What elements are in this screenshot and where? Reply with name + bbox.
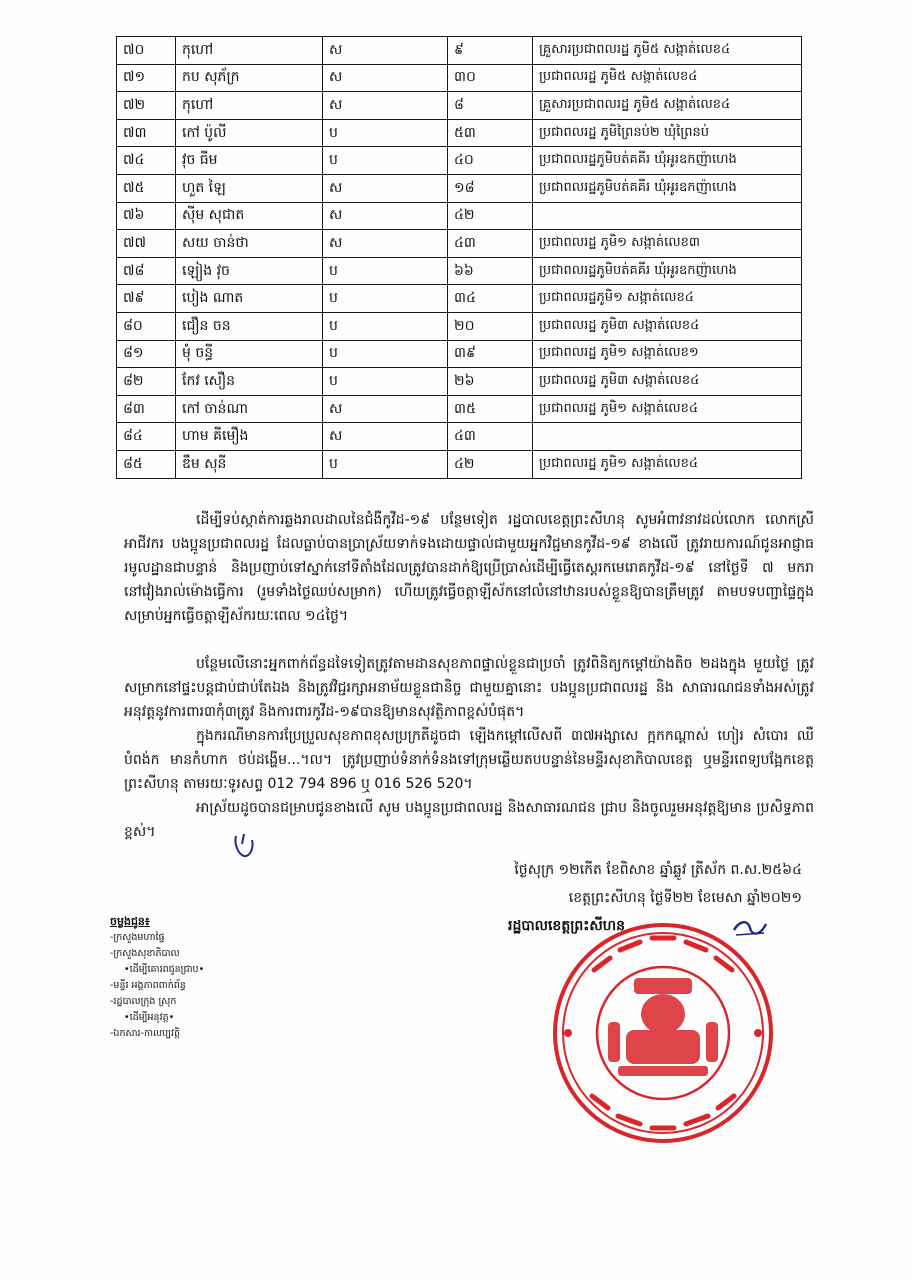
official-seal-icon bbox=[548, 918, 778, 1148]
person-age: ៤២ bbox=[448, 202, 533, 230]
person-age: ៣៤ bbox=[448, 285, 533, 313]
table-row bbox=[117, 92, 802, 120]
copy-list-item: •ដើម្បីគោរពជូនជ្រាប• bbox=[124, 964, 205, 975]
person-address: ប្រជាពលរដ្ឋ ភូមិ១ សង្កាត់លេខ១ bbox=[533, 340, 802, 368]
person-address: ប្រជាពលរដ្ឋ ភូមិ១ សង្កាត់លេខ៣ bbox=[533, 230, 802, 258]
person-name: ឡៀង វុច bbox=[176, 257, 323, 285]
person-age: ៤២ bbox=[448, 450, 533, 478]
paragraph-closing: អាស្រ័យដូចបានជម្រាបជូនខាងលើ សូម បងប្អូនប្រជាពលរដ្ឋ និងសាធារណជន ជ្រាប និងចូលរួមអនុវត្តឱ្យមាន ប្រសិទ្ធភាពខ្ពស់។ bbox=[124, 800, 814, 840]
person-age: ៤៣ bbox=[448, 423, 533, 451]
person-sex: ប bbox=[323, 119, 448, 147]
row-number: ៧៧ bbox=[117, 230, 176, 258]
person-name: ជឿន ចន bbox=[176, 312, 323, 340]
person-age: ៤៣ bbox=[448, 230, 533, 258]
person-address: ប្រជាពលរដ្ឋភូមិបត់គគីរ ឃុំអូរឧកញ៉ាហេង bbox=[533, 147, 802, 175]
person-age: ៥៣ bbox=[448, 119, 533, 147]
person-address: ប្រជាពលរដ្ឋ ភូមិ៣ សង្កាត់លេខ៤ bbox=[533, 312, 802, 340]
row-number: ៧៨ bbox=[117, 257, 176, 285]
table-row bbox=[117, 285, 802, 313]
person-sex: ប bbox=[323, 312, 448, 340]
person-sex: ប bbox=[323, 147, 448, 175]
person-age: ៣០ bbox=[448, 64, 533, 92]
row-number: ៧៥ bbox=[117, 174, 176, 202]
paragraph-health-monitoring: បន្ថែមលើនោះអ្នកពាក់ព័ន្ធដទៃទៀតត្រូវតាមដានសុខភាពផ្ទាល់ខ្លួនជាប្រចាំ ត្រូវពិនិត្យកម្ដៅយ៉ាងតិច ២ដងក្នុង មួយថ្ងៃ ត្រូវសម្រាកនៅផ្ទះបន្តជាប់ជាប់តែឯង និងត្រូវវិជ្ជរក្សាអនាម័យខ្លួនជានិច្ច ជាមួយគ្នានោះ បងប្អូនប្រជាពលរដ្ឋ និង សាធារណជនទាំងអស់ត្រូវអនុវត្តនូវការពារ៣កុំ៣ត្រូវ និងការពារកូវីដ-១៩បានឱ្យមានសុវត្ថិភាពខ្ពស់បំផុត។ bbox=[124, 656, 814, 720]
row-number: ៧៩ bbox=[117, 285, 176, 313]
person-address: ប្រជាពលរដ្ឋ ភូមិ៥ សង្កាត់លេខ៤ bbox=[533, 64, 802, 92]
person-sex: ប bbox=[323, 285, 448, 313]
person-address: ប្រជាពលរដ្ឋភូមិបត់គគីរ ឃុំអូរឧកញ៉ាហេង bbox=[533, 257, 802, 285]
row-number: ៨៥ bbox=[117, 450, 176, 478]
person-address: ប្រជាពលរដ្ឋភូមិបត់គគីរ ឃុំអូរឧកញ៉ាហេង bbox=[533, 174, 802, 202]
person-name: កុហៅ bbox=[176, 92, 323, 120]
copy-list-item: -មន្ទីរ អង្គភាពពាក់ព័ន្ធ bbox=[110, 980, 186, 991]
row-number: ៧២ bbox=[117, 92, 176, 120]
table-row bbox=[117, 450, 802, 478]
person-name: វុច ធីម bbox=[176, 147, 323, 175]
person-age: ១៨ bbox=[448, 174, 533, 202]
row-number: ៨១ bbox=[117, 340, 176, 368]
person-sex: ស bbox=[323, 423, 448, 451]
table-row bbox=[117, 423, 802, 451]
row-number: ៧០ bbox=[117, 37, 176, 65]
person-sex: ស bbox=[323, 64, 448, 92]
person-name: កៅ ចាន់ណា bbox=[176, 395, 323, 423]
person-sex: ប bbox=[323, 368, 448, 396]
paragraph-symptoms-hotline: ក្នុងករណីមានការប្រែប្រួលសុខភាពខុសប្រក្រតីដូចជា ឡើងកម្តៅលើសពី ៣៧អង្សាសេ ក្អកកណ្ដាស់ ហៀរ សំបោរ ឈឺបំពង់ក មានកំហាក ថប់ដង្ហើម...។ល។ ត្រូវប្រញាប់ទំនាក់ទំនងទៅក្រុមឆ្លើយតបបន្ទាន់នៃមន្ទីរសុខាភិបាលខេត្ត ឬមន្ទីរពេទ្យបង្អែកខេត្តព្រះសីហនុ តាមរយៈទូរសព្ទ 012 794 896 ឬ 016 526 520។ bbox=[124, 728, 814, 792]
copy-list-item: •ដើម្បីអនុវត្ត• bbox=[124, 1012, 175, 1023]
row-number: ៨៤ bbox=[117, 423, 176, 451]
copy-list-title: ចម្លងជូន៖ bbox=[110, 915, 150, 928]
person-address bbox=[533, 423, 802, 451]
person-name: មុំ ចន្ធី bbox=[176, 340, 323, 368]
person-age: ៨ bbox=[448, 92, 533, 120]
table-row bbox=[117, 257, 802, 285]
person-address: ប្រជាពលរដ្ឋ ភូមិ១ សង្កាត់លេខ៤ bbox=[533, 395, 802, 423]
table-row bbox=[117, 395, 802, 423]
person-sex: ប bbox=[323, 257, 448, 285]
copy-list-item: -ក្រសួងសុខាភិបាល bbox=[110, 948, 180, 959]
solar-date: ខេត្តព្រះសីហនុ ថ្ងៃទី២២ ខែមេសា ឆ្នាំ២០២១ bbox=[568, 890, 802, 906]
person-address bbox=[533, 202, 802, 230]
person-sex: ស bbox=[323, 202, 448, 230]
table-row bbox=[117, 202, 802, 230]
copy-distribution-list bbox=[110, 914, 204, 1042]
person-name: កែវ សឿន bbox=[176, 368, 323, 396]
table-row bbox=[117, 368, 802, 396]
signing-authority: រដ្ឋបាលខេត្តព្រះសីហនុ bbox=[508, 918, 625, 934]
row-number: ៧៤ bbox=[117, 147, 176, 175]
person-address: ប្រជាពលរដ្ឋ ភូមិព្រៃនប់២ ឃុំព្រៃនប់ bbox=[533, 119, 802, 147]
person-name: ស៊ីម សុជាត bbox=[176, 202, 323, 230]
handwritten-tick-icon bbox=[232, 830, 258, 860]
table-row bbox=[117, 340, 802, 368]
person-name: កប សុភ័ក្រ bbox=[176, 64, 323, 92]
person-address: ប្រជាពលរដ្ឋ ភូមិ៣ សង្កាត់លេខ៤ bbox=[533, 368, 802, 396]
person-name: បៀង ណាត bbox=[176, 285, 323, 313]
person-sex: ស bbox=[323, 230, 448, 258]
table-row bbox=[117, 37, 802, 65]
table-row bbox=[117, 230, 802, 258]
paragraph-quarantine-appeal: ដើម្បីទប់ស្កាត់ការឆ្លងរាលដាលនៃជំងឺកូវីដ-១៩ បន្ថែមទៀត រដ្ឋបាលខេត្តព្រះសីហនុ សូមអំពាវនាវដល់លោក លោកស្រី អាជីវករ បងប្អូនប្រជាពលរដ្ឋ ដែលធ្លាប់បានប្រាស្រ័យទាក់ទងដោយផ្ទាល់ជាមួយអ្នកវិជ្ជមានកូវីដ-១៩ ខាងលើ ត្រូវរាយការណ៍ជូនអាជ្ញាធរមូលដ្ឋានជាបន្ទាន់ និងប្រញាប់ទៅស្នាក់នៅទីតាំងដែលត្រូវបានដាក់ឱ្យប្រើប្រាស់ដើម្បីធ្វើតេស្តរកមេរោគកូវីដ-១៩ នៅថ្ងៃទី ៧ មករា នៅវៀងរាល់ម៉ោងធ្វើការ (រួមទាំងថ្ងៃឈប់សម្រាក) ហើយត្រូវធ្វើចត្តាឡីស័កនៅលំនៅឋានរបស់ខ្លួនឱ្យបានត្រឹមត្រូវ តាមបទបញ្ជាផ្ទៃក្នុងសម្រាប់អ្នកធ្វើចត្តាឡីស័ករយៈពេល ១៤ថ្ងៃ។ bbox=[124, 512, 814, 624]
contacts-table bbox=[116, 36, 802, 479]
person-age: ៣៥ bbox=[448, 395, 533, 423]
person-address: គ្រួសារប្រជាពលរដ្ឋ ភូមិ៥ សង្កាត់លេខ៤ bbox=[533, 37, 802, 65]
table-row bbox=[117, 174, 802, 202]
row-number: ៨០ bbox=[117, 312, 176, 340]
copy-list-item: -ក្រសួងមហាផ្ទៃ bbox=[110, 932, 165, 943]
row-number: ៨៣ bbox=[117, 395, 176, 423]
person-age: ២០ bbox=[448, 312, 533, 340]
row-number: ៧១ bbox=[117, 64, 176, 92]
copy-list-item: -រដ្ឋបាលក្រុង ស្រុក bbox=[110, 996, 177, 1007]
row-number: ៨២ bbox=[117, 368, 176, 396]
table-row bbox=[117, 312, 802, 340]
person-sex: ស bbox=[323, 395, 448, 423]
person-sex: ស bbox=[323, 92, 448, 120]
table-row bbox=[117, 64, 802, 92]
person-name: កៅ ប៉ូលី bbox=[176, 119, 323, 147]
table-row bbox=[117, 119, 802, 147]
person-name: កុហៅ bbox=[176, 37, 323, 65]
person-address: ប្រជាពលរដ្ឋ ភូមិ១ សង្កាត់លេខ៤ bbox=[533, 450, 802, 478]
person-age: ៩ bbox=[448, 37, 533, 65]
person-name: ហាម គីមឿង bbox=[176, 423, 323, 451]
person-sex: ស bbox=[323, 174, 448, 202]
person-name: ឌឹម សុនី bbox=[176, 450, 323, 478]
person-age: ២៦ bbox=[448, 368, 533, 396]
row-number: ៧៣ bbox=[117, 119, 176, 147]
person-name: សយ ចាន់ថា bbox=[176, 230, 323, 258]
table-row bbox=[117, 147, 802, 175]
person-sex: ប bbox=[323, 450, 448, 478]
person-age: ៣៩ bbox=[448, 340, 533, 368]
person-age: ៦៦ bbox=[448, 257, 533, 285]
person-age: ៤០ bbox=[448, 147, 533, 175]
row-number: ៧៦ bbox=[117, 202, 176, 230]
copy-list-item: -ឯកសារ-កាលប្បវត្តិ bbox=[110, 1028, 180, 1039]
person-address: គ្រួសារប្រជាពលរដ្ឋ ភូមិ៥ សង្កាត់លេខ៤ bbox=[533, 92, 802, 120]
lunar-date: ថ្ងៃសុក្រ ១២កើត ខែពិសាខ ឆ្នាំឆ្លូវ ត្រីស័ក ព.ស.២៥៦៤ bbox=[514, 862, 802, 878]
person-sex: ស bbox=[323, 37, 448, 65]
person-sex: ប bbox=[323, 340, 448, 368]
person-address: ប្រជាពលរដ្ឋភូមិ១ សង្កាត់លេខ៤ bbox=[533, 285, 802, 313]
person-name: ហួត ឡៃ bbox=[176, 174, 323, 202]
